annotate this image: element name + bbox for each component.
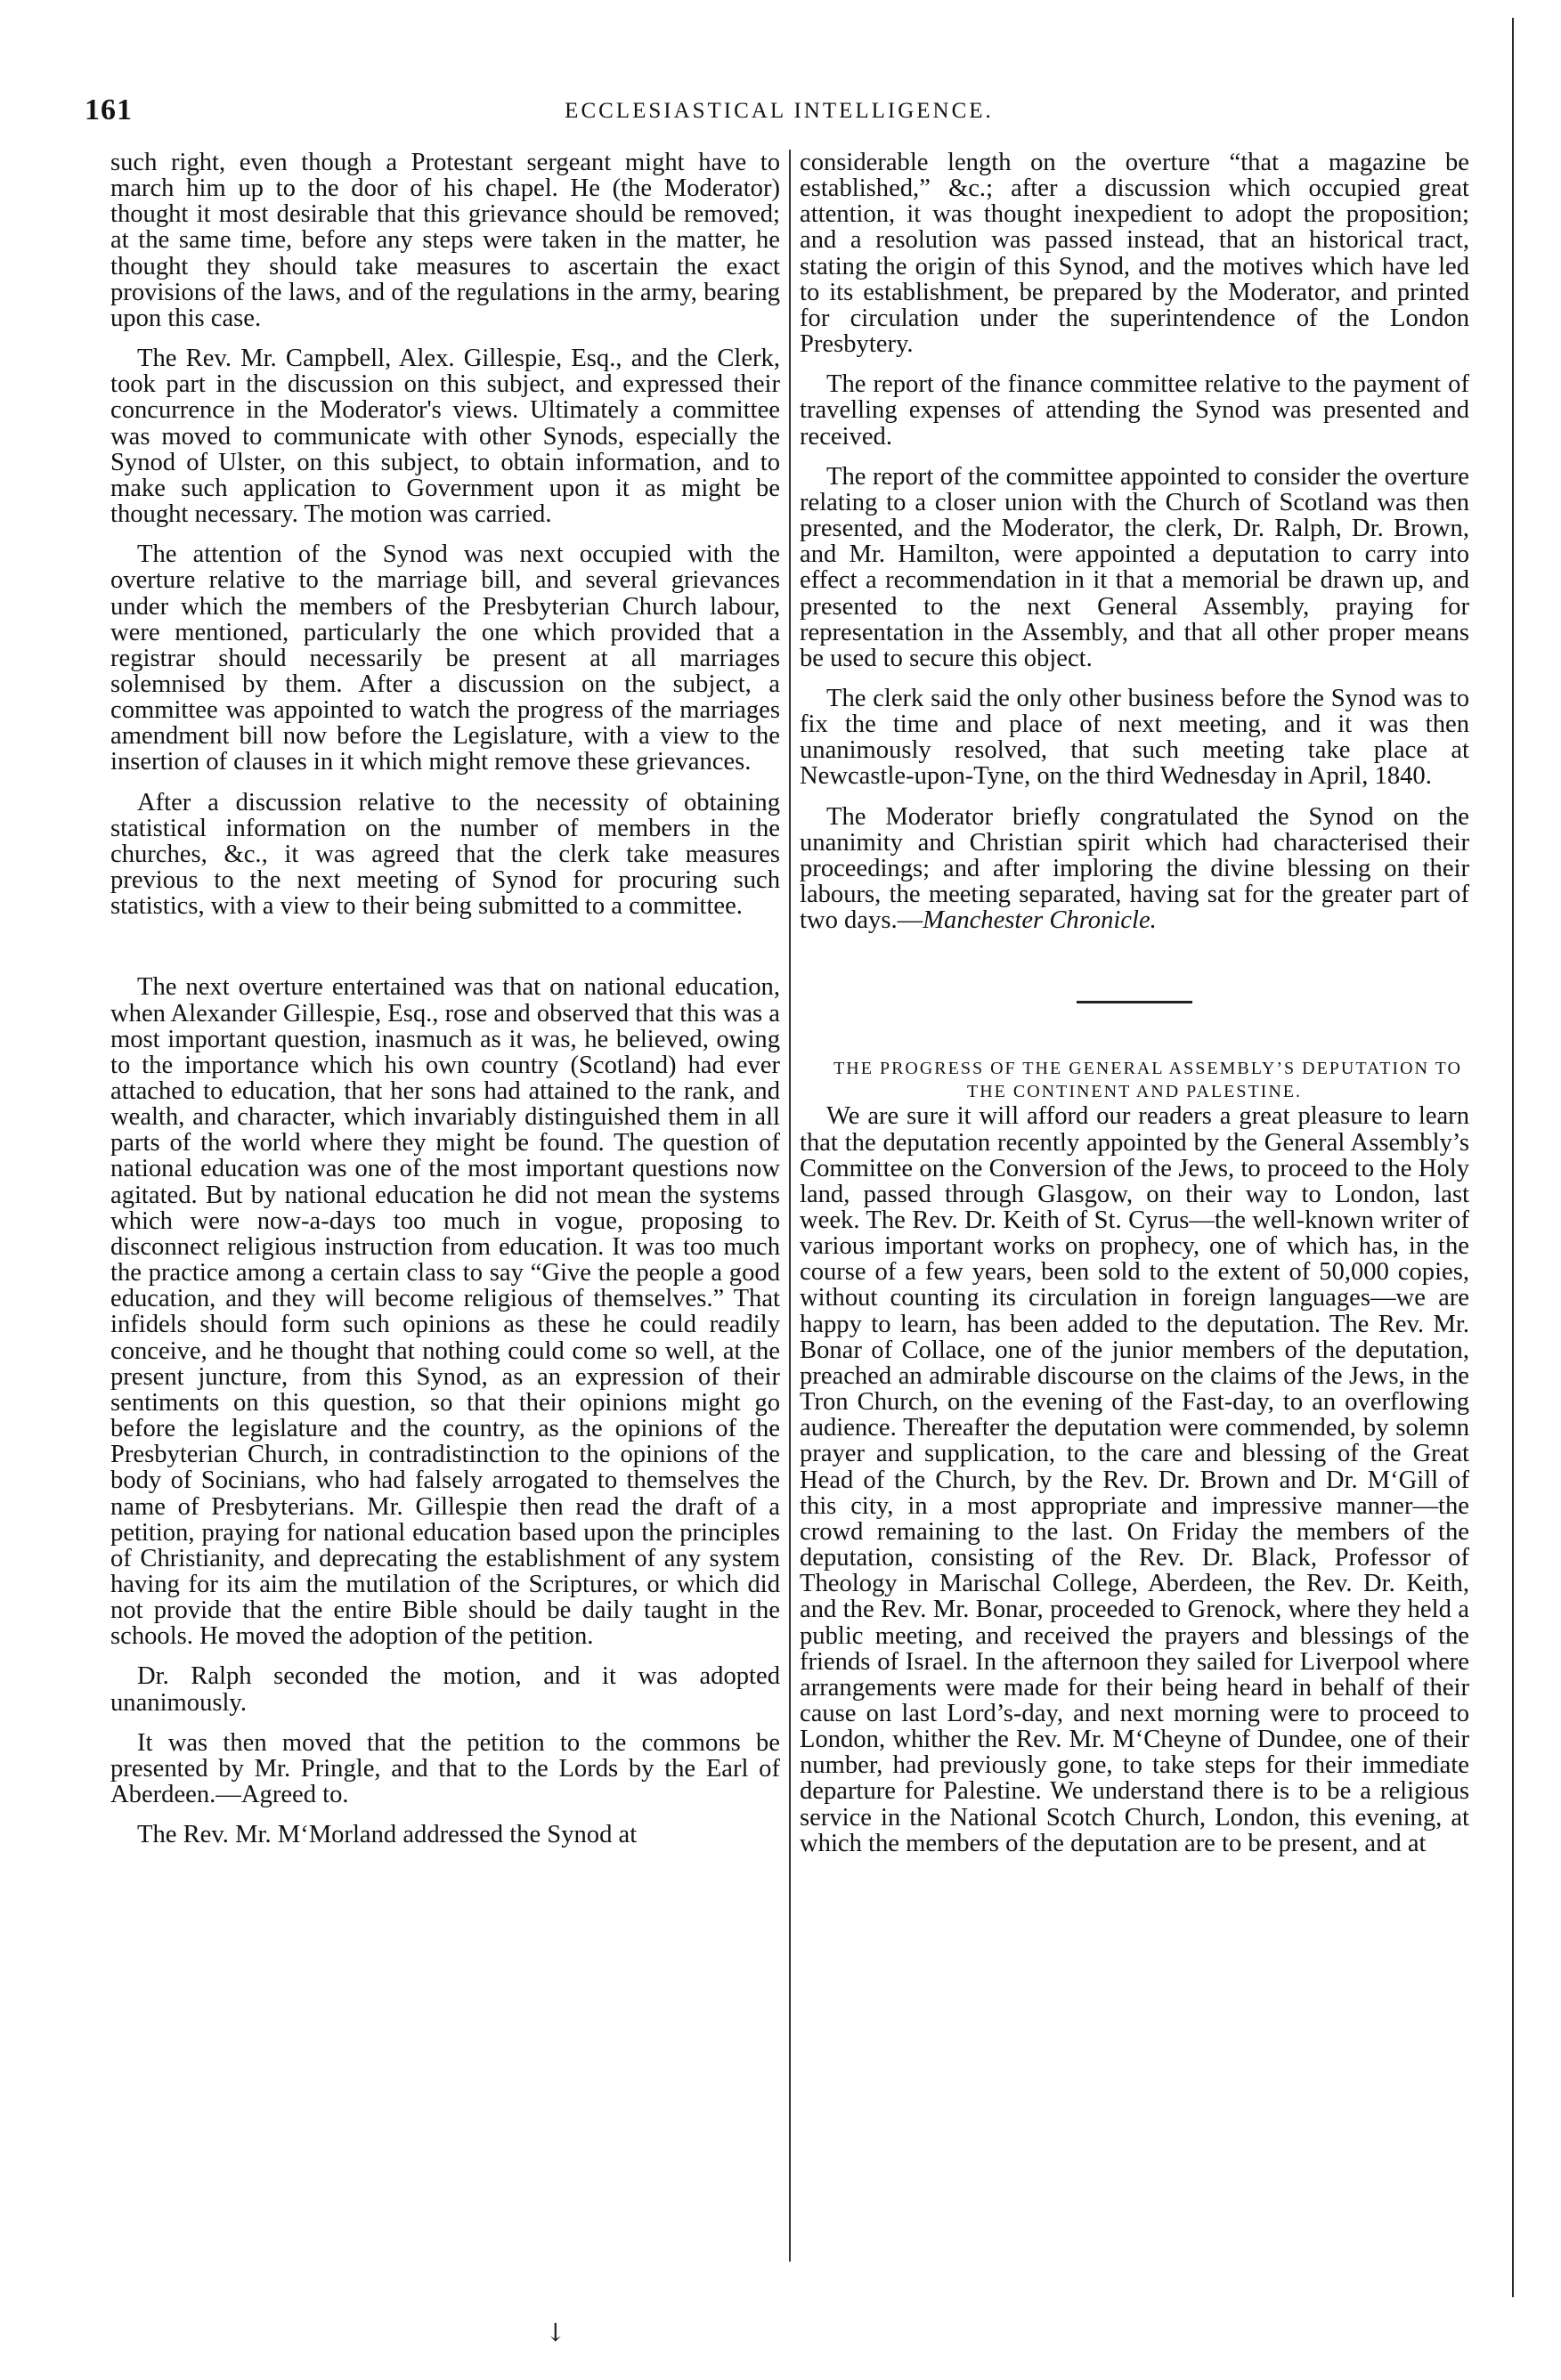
paragraph: The attention of the Synod was next occupied with the overture relative to the marriage bill, and several grievances under which the members of the Presbyterian Church labour, were mentioned, particularly the one which provided that a registrar should necessarily be present at all marriages solemnised by them. After a discussion on the subject, a committee was appointed to watch the progress of the marriages amendment bill now before the Legislature, with a view to the insertion of clauses in it which might remove these grievances.: [110, 540, 780, 776]
paragraph: The Rev. Mr. M‘Morland addressed the Synod at: [137, 1821, 638, 1849]
paragraph: such right, even though a Protestant sergeant might have to march him up to the door of his chapel. He (the Moderator) thought it most desirable that this grievance should be removed; at the same time, before any steps were taken in the matter, he thought they should take measures to ascertain the exact provisions of the laws, and of the regulations in the army, bearing upon this case.: [110, 149, 780, 332]
right-column: [800, 150, 1469, 1856]
paragraph: The report of the committee appointed to consider the overture relating to a closer union with the Church of Scotland was then presented, and the Moderator, the clerk, Dr. Ralph, Dr. Brown, and Mr. Hamilton, were appointed a deputation to carry into effect a recommendation in it that a memorial be drawn up, and presented to the next General Assembly, praying for representation in the Assembly, and that all other proper means be used to secure this object.: [800, 462, 1469, 672]
source-credit: Manchester Chronicle.: [923, 906, 1157, 935]
left-column: [110, 150, 780, 1848]
paragraph-text: The Moderator briefly congratulated the Synod on the unanimity and Christian spirit which had characterised their proceedings; and after imploring the divine blessing on their labours, the meeting separated, having sat for the greater part of two days.—: [800, 802, 1469, 935]
section-title: THE PROGRESS OF THE GENERAL ASSEMBLY’S DEPUTATION TO THE CONTINENT AND PALESTINE.: [833, 1059, 1462, 1102]
paragraph: Dr. Ralph seconded the motion, and it was adopted unanimously.: [110, 1662, 780, 1717]
paragraph: We are sure it will afford our readers a great pleasure to learn that the deputation recently appointed by the General Assembly’s Committee on the Conversion of the Jews, to proceed to the Holy land, passed through Glasgow, on their way to London, last week. The Rev. Dr. Keith of St. Cyrus—the well-known writer of various important works on prophecy, one of which has, in the course of a few years, been sold to the extent of 50,000 copies, without counting its circulation in foreign languages—we are happy to learn, has been added to the deputation. The Rev. Mr. Bonar of Collace, one of the junior members of the deputation, preached an admirable discourse on the claims of the Jews, in the Tron Church, on the evening of the Fast-day, to an overflowing audience. Thereafter the deputation were commended, by solemn prayer and supplication, to the care and blessing of the Great Head of the Church, by the Rev. Dr. Brown and Dr. M‘Gill of this city, in a most appropriate and impressive manner—the crowd remaining to the last. On Friday the members of the deputation, consisting of the Rev. Dr. Black, Professor of Theology in Marischal College, Aberdeen, the Rev. Dr. Keith, and the Rev. Mr. Bonar, proceeded to Grenock, where they held a public meeting, and received the prayers and blessings of the friends of Israel. In the afternoon they sailed for Liverpool where arrangements were made for their being heard in behalf of their cause on last Lord’s-day, and next morning were to proceed to London, whither the Rev. Mr. M‘Cheyne of Dundee, one of their number, had previously gone, to take steps for their immediate departure for Palestine. We understand there is to be a religious service in the National Scotch Church, London, this evening, at which the members of the deputation are to be present, and at: [800, 1102, 1469, 1857]
closing-paragraph: [800, 804, 1469, 934]
section-separator: [1077, 1001, 1192, 1003]
paragraph: The Rev. Mr. Campbell, Alex. Gillespie, Esq., and the Clerk, took part in the discussion on this subject, and expressed their concurrence in the Moderator's views. Ultimately a committee was moved to communicate with other Synods, especially the Synod of Ulster, on this subject, to obtain information, and to make such application to Government upon it as might be thought necessary. The motion was carried.: [110, 345, 780, 529]
page-edge-rule: [1512, 18, 1514, 2297]
running-head: ECCLESIASTICAL INTELLIGENCE.: [565, 99, 994, 123]
paragraph: After a discussion relative to the necessity of obtaining statistical information on the number of members in the churches, &c., it was agreed that the clerk take measures previous to the next meeting of Synod for procuring such statistics, with a view to their being submitted to a committee.: [110, 788, 780, 921]
paragraph: The report of the finance committee relative to the payment of travelling expenses of attending the Synod was presented and received.: [800, 370, 1469, 451]
column-divider: [789, 150, 791, 2262]
paragraph: The next overture entertained was that on national education, when Alexander Gillespie, Esq., rose and observed that this was a most important question, inasmuch as it was, he believed, owing to the importance which his own country (Scotland) had ever attached to education, that her sons had attained to the rank, and wealth, and character, which invariably distinguished them in all parts of the world where they might be found. The question of national education was one of the most important questions now agitated. But by national education he did not mean the systems which were now-a-days too much in vogue, proposing to disconnect religious instruction from education. It was too much the practice among a certain class to say “Give the people a good education, and they will become religious of themselves.” That infidels should form such opinions as these he could readily conceive, and he thought that nothing could come so well, at the present juncture, from this Synod, as an expression of their sentiments on this question, so that their opinions might go before the legislature and the country, as the opinions of the Presbyterian Church, in contradistinction to the opinions of the body of Socinians, who had falsely arrogated to themselves the name of Presbyterians. Mr. Gillespie then read the draft of a petition, praying for national education based upon the principles of Christianity, and deprecating the establishment of any system having for its aim the mutilation of the Scriptures, or which did not provide that the entire Bible should be daily taught in the schools. He moved the adoption of the petition.: [110, 973, 780, 1651]
page-number: 161: [85, 93, 133, 126]
paragraph: The clerk said the only other business before the Synod was to fix the time and place of next meeting, and it was then unanimously resolved, that such meeting take place at Newcastle-upon-Tyne, on the third Wednesday in April, 1840.: [800, 684, 1469, 791]
page-header: [85, 93, 1474, 138]
stray-mark: ↘: [538, 2315, 573, 2350]
paragraph: considerable length on the overture “that a magazine be established,” &c.; after a discussion which occupied great attention, it was thought inexpedient to adopt the proposition; and a resolution was passed instead, that an historical tract, stating the origin of this Synod, and the motives which have led to its establishment, be prepared by the Moderator, and printed for circulation under the superintendence of the London Presbytery.: [800, 149, 1469, 359]
paragraph: It was then moved that the petition to the commons be presented by Mr. Pringle, and that to the Lords by the Earl of Aberdeen.—Agreed to.: [110, 1728, 780, 1809]
